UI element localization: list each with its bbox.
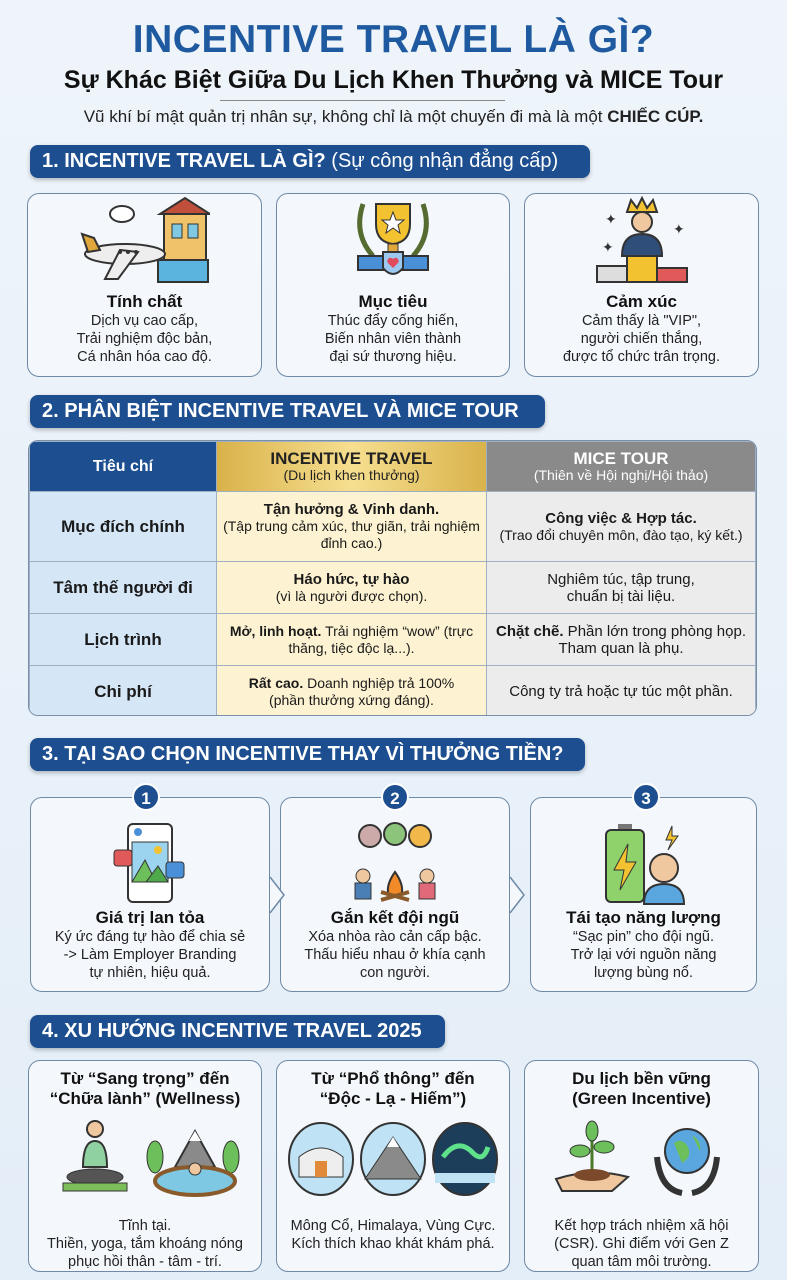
step-badge-3: 3	[632, 783, 660, 811]
col-subtitle: (Du lịch khen thưởng)	[283, 466, 420, 483]
card-line: “Sạc pin” cho đội ngũ.	[572, 929, 715, 945]
cell-text: (vì là người được chọn).	[275, 587, 428, 604]
svg-text:✦: ✦	[672, 221, 685, 237]
cell-bold: Mở, linh hoạt.	[229, 622, 322, 639]
step-badge-2: 2	[381, 783, 409, 811]
trophy-icon	[328, 194, 458, 284]
criterion-cell: Lịch trình	[30, 614, 217, 666]
tagline-text: Vũ khí bí mật quản trị nhân sự, không chỉ là một chuyến đi mà là một	[83, 107, 608, 126]
card-line: con người.	[359, 965, 430, 981]
card-line: Trở lại với nguồn năng	[570, 947, 717, 963]
comparison-table	[28, 440, 757, 716]
card-line: Cá nhân hóa cao độ.	[77, 349, 212, 365]
mice-cell	[487, 666, 756, 717]
card-heading: “Chữa lành” (Wellness)	[49, 1089, 241, 1108]
card-line: (CSR). Ghi điểm với Gen Z	[554, 1236, 729, 1252]
divider	[220, 100, 505, 101]
table-row	[30, 562, 756, 614]
page-title: INCENTIVE TRAVEL LÀ GÌ?	[132, 18, 655, 61]
card-line: Kết hợp trách nhiệm xã hội	[554, 1218, 729, 1234]
trend-card-wellness	[28, 1060, 262, 1272]
criterion-cell: Tâm thế người đi	[30, 562, 217, 614]
yoga-hotspring-icon	[45, 1117, 245, 1199]
plane-villa-icon	[80, 194, 210, 284]
cell-bold: Tận hưởng & Vinh danh.	[263, 501, 440, 518]
section-3-header: 3. TẠI SAO CHỌN INCENTIVE THAY VÌ THƯỞNG TIỀN?	[30, 738, 585, 771]
social-post-icon	[100, 820, 200, 906]
card-heading: Giá trị lan tỏa	[95, 908, 205, 927]
incentive-cell	[217, 562, 487, 614]
mice-cell	[487, 492, 756, 562]
cell-text: Trải nghiệm “wow” (trực thăng, tiệc độc lạ...).	[288, 622, 474, 656]
cell-text: Công ty trả hoặc tự túc một phần.	[509, 683, 733, 700]
card-heading: Tính chất	[106, 292, 183, 311]
card-line: Thúc đẩy cống hiến,	[327, 313, 459, 329]
reason-card-1	[30, 797, 270, 992]
incentive-cell	[217, 614, 487, 666]
cell-bold: Công việc & Hợp tác.	[545, 509, 697, 527]
card-line: người chiến thắng,	[580, 331, 703, 347]
col-header-incentive	[217, 442, 487, 492]
card-line: được tổ chức trân trọng.	[562, 349, 721, 365]
trend-card-unique	[276, 1060, 510, 1272]
card-line: Dịch vụ cao cấp,	[90, 313, 199, 329]
card-line: Kích thích khao khát khám phá.	[291, 1236, 495, 1252]
table-header-row	[30, 442, 756, 492]
reason-card-3	[530, 797, 757, 992]
col-title: MICE TOUR	[573, 448, 669, 468]
card-heading: Từ “Phổ thông” đến	[311, 1069, 475, 1088]
svg-text:✦: ✦	[604, 211, 617, 227]
cell-text: (Trao đổi chuyên môn, đào tạo, ký kết.)	[499, 526, 743, 543]
trend-card-green	[524, 1060, 759, 1272]
chevron-right-icon	[268, 875, 286, 915]
mice-cell	[487, 614, 756, 666]
col-subtitle: (Thiên về Hội nghị/Hội thảo)	[533, 466, 709, 483]
card-line: quan tâm môi trường.	[571, 1254, 712, 1270]
section-1-note: (Sự công nhận đẳng cấp)	[331, 150, 559, 172]
section-2-header: 2. PHÂN BIỆT INCENTIVE TRAVEL VÀ MICE TOUR	[30, 395, 545, 428]
cell-bold: Háo hức, tự hào	[293, 570, 410, 588]
card-line: Trải nghiệm độc bản,	[76, 331, 213, 347]
crowned-winner-icon	[577, 194, 707, 284]
step-badge-1: 1	[132, 783, 160, 811]
card-line: Xóa nhòa rào cản cấp bậc.	[308, 929, 482, 945]
cell-text: Doanh nghiệp trả 100% (phần thưởng xứng đáng).	[269, 674, 455, 708]
card-line: Tĩnh tại.	[118, 1218, 172, 1234]
svg-text:✦: ✦	[601, 239, 614, 255]
card-line: Biến nhân viên thành	[324, 331, 462, 347]
section-1-header	[30, 145, 590, 178]
reason-card-2	[280, 797, 510, 992]
section-4-header: 4. XU HƯỚNG INCENTIVE TRAVEL 2025	[30, 1015, 445, 1048]
card-heading: Du lịch bền vững	[572, 1069, 711, 1088]
cell-text: Phần lớn trong phòng họp. Tham quan là phụ.	[558, 622, 746, 657]
card-heading: Mục tiêu	[358, 292, 428, 311]
card-line: tự nhiên, hiệu quả.	[89, 965, 211, 981]
card-heading: Tái tạo năng lượng	[566, 908, 721, 927]
cell-text: (Tập trung cảm xúc, thư giãn, trải nghiệm đỉnh cao.)	[223, 518, 480, 551]
card-cam-xuc	[524, 193, 759, 377]
section-1-title: 1. INCENTIVE TRAVEL LÀ GÌ?	[42, 150, 326, 172]
card-line: đại sứ thương hiệu.	[329, 349, 457, 365]
cell-bold: Rất cao.	[248, 674, 304, 691]
card-line: Ký ức đáng tự hào để chia sẻ	[54, 929, 246, 945]
cell-bold: Chặt chẽ.	[496, 622, 564, 640]
col-header-criterion: Tiêu chí	[30, 442, 217, 492]
table-row	[30, 666, 756, 717]
chevron-right-icon	[508, 875, 526, 915]
card-line: lượng bùng nổ.	[593, 965, 694, 981]
tagline-bold: CHIẾC CÚP.	[607, 107, 704, 126]
cell-text: Nghiêm túc, tập trung, chuẩn bị tài liệu.	[547, 570, 695, 605]
card-line: phục hồi thân - tâm - trí.	[68, 1254, 222, 1270]
criterion-cell: Chi phí	[30, 666, 217, 717]
card-heading: Gắn kết đội ngũ	[330, 908, 460, 927]
col-header-mice	[487, 442, 756, 492]
card-line: Thiền, yoga, tắm khoáng nóng	[47, 1236, 243, 1252]
mice-cell	[487, 562, 756, 614]
page-subtitle: Sự Khác Biệt Giữa Du Lịch Khen Thưởng và MICE Tour	[63, 66, 724, 94]
card-tinh-chat	[27, 193, 262, 377]
incentive-cell	[217, 666, 487, 717]
card-heading: (Green Incentive)	[572, 1089, 711, 1108]
incentive-cell	[217, 492, 487, 562]
battery-recharge-icon	[594, 820, 694, 906]
card-line: Cảm thấy là "VIP",	[581, 313, 702, 329]
tagline	[0, 107, 787, 127]
criterion-cell: Mục đích chính	[30, 492, 217, 562]
green-earth-icon	[542, 1117, 742, 1199]
destinations-icon	[283, 1117, 503, 1199]
team-campfire-icon	[345, 820, 445, 906]
col-title: INCENTIVE TRAVEL	[270, 448, 433, 468]
card-line: -> Làm Employer Branding	[63, 947, 237, 963]
card-line: Thấu hiểu nhau ở khía cạnh	[304, 947, 486, 963]
card-line: Mông Cổ, Himalaya, Vùng Cực.	[290, 1218, 496, 1234]
table-row	[30, 614, 756, 666]
card-heading: Từ “Sang trọng” đến	[60, 1069, 230, 1088]
card-heading: “Độc - Lạ - Hiếm”)	[319, 1089, 467, 1108]
card-heading: Cảm xúc	[606, 292, 677, 311]
card-muc-tieu	[276, 193, 510, 377]
table-row	[30, 492, 756, 562]
